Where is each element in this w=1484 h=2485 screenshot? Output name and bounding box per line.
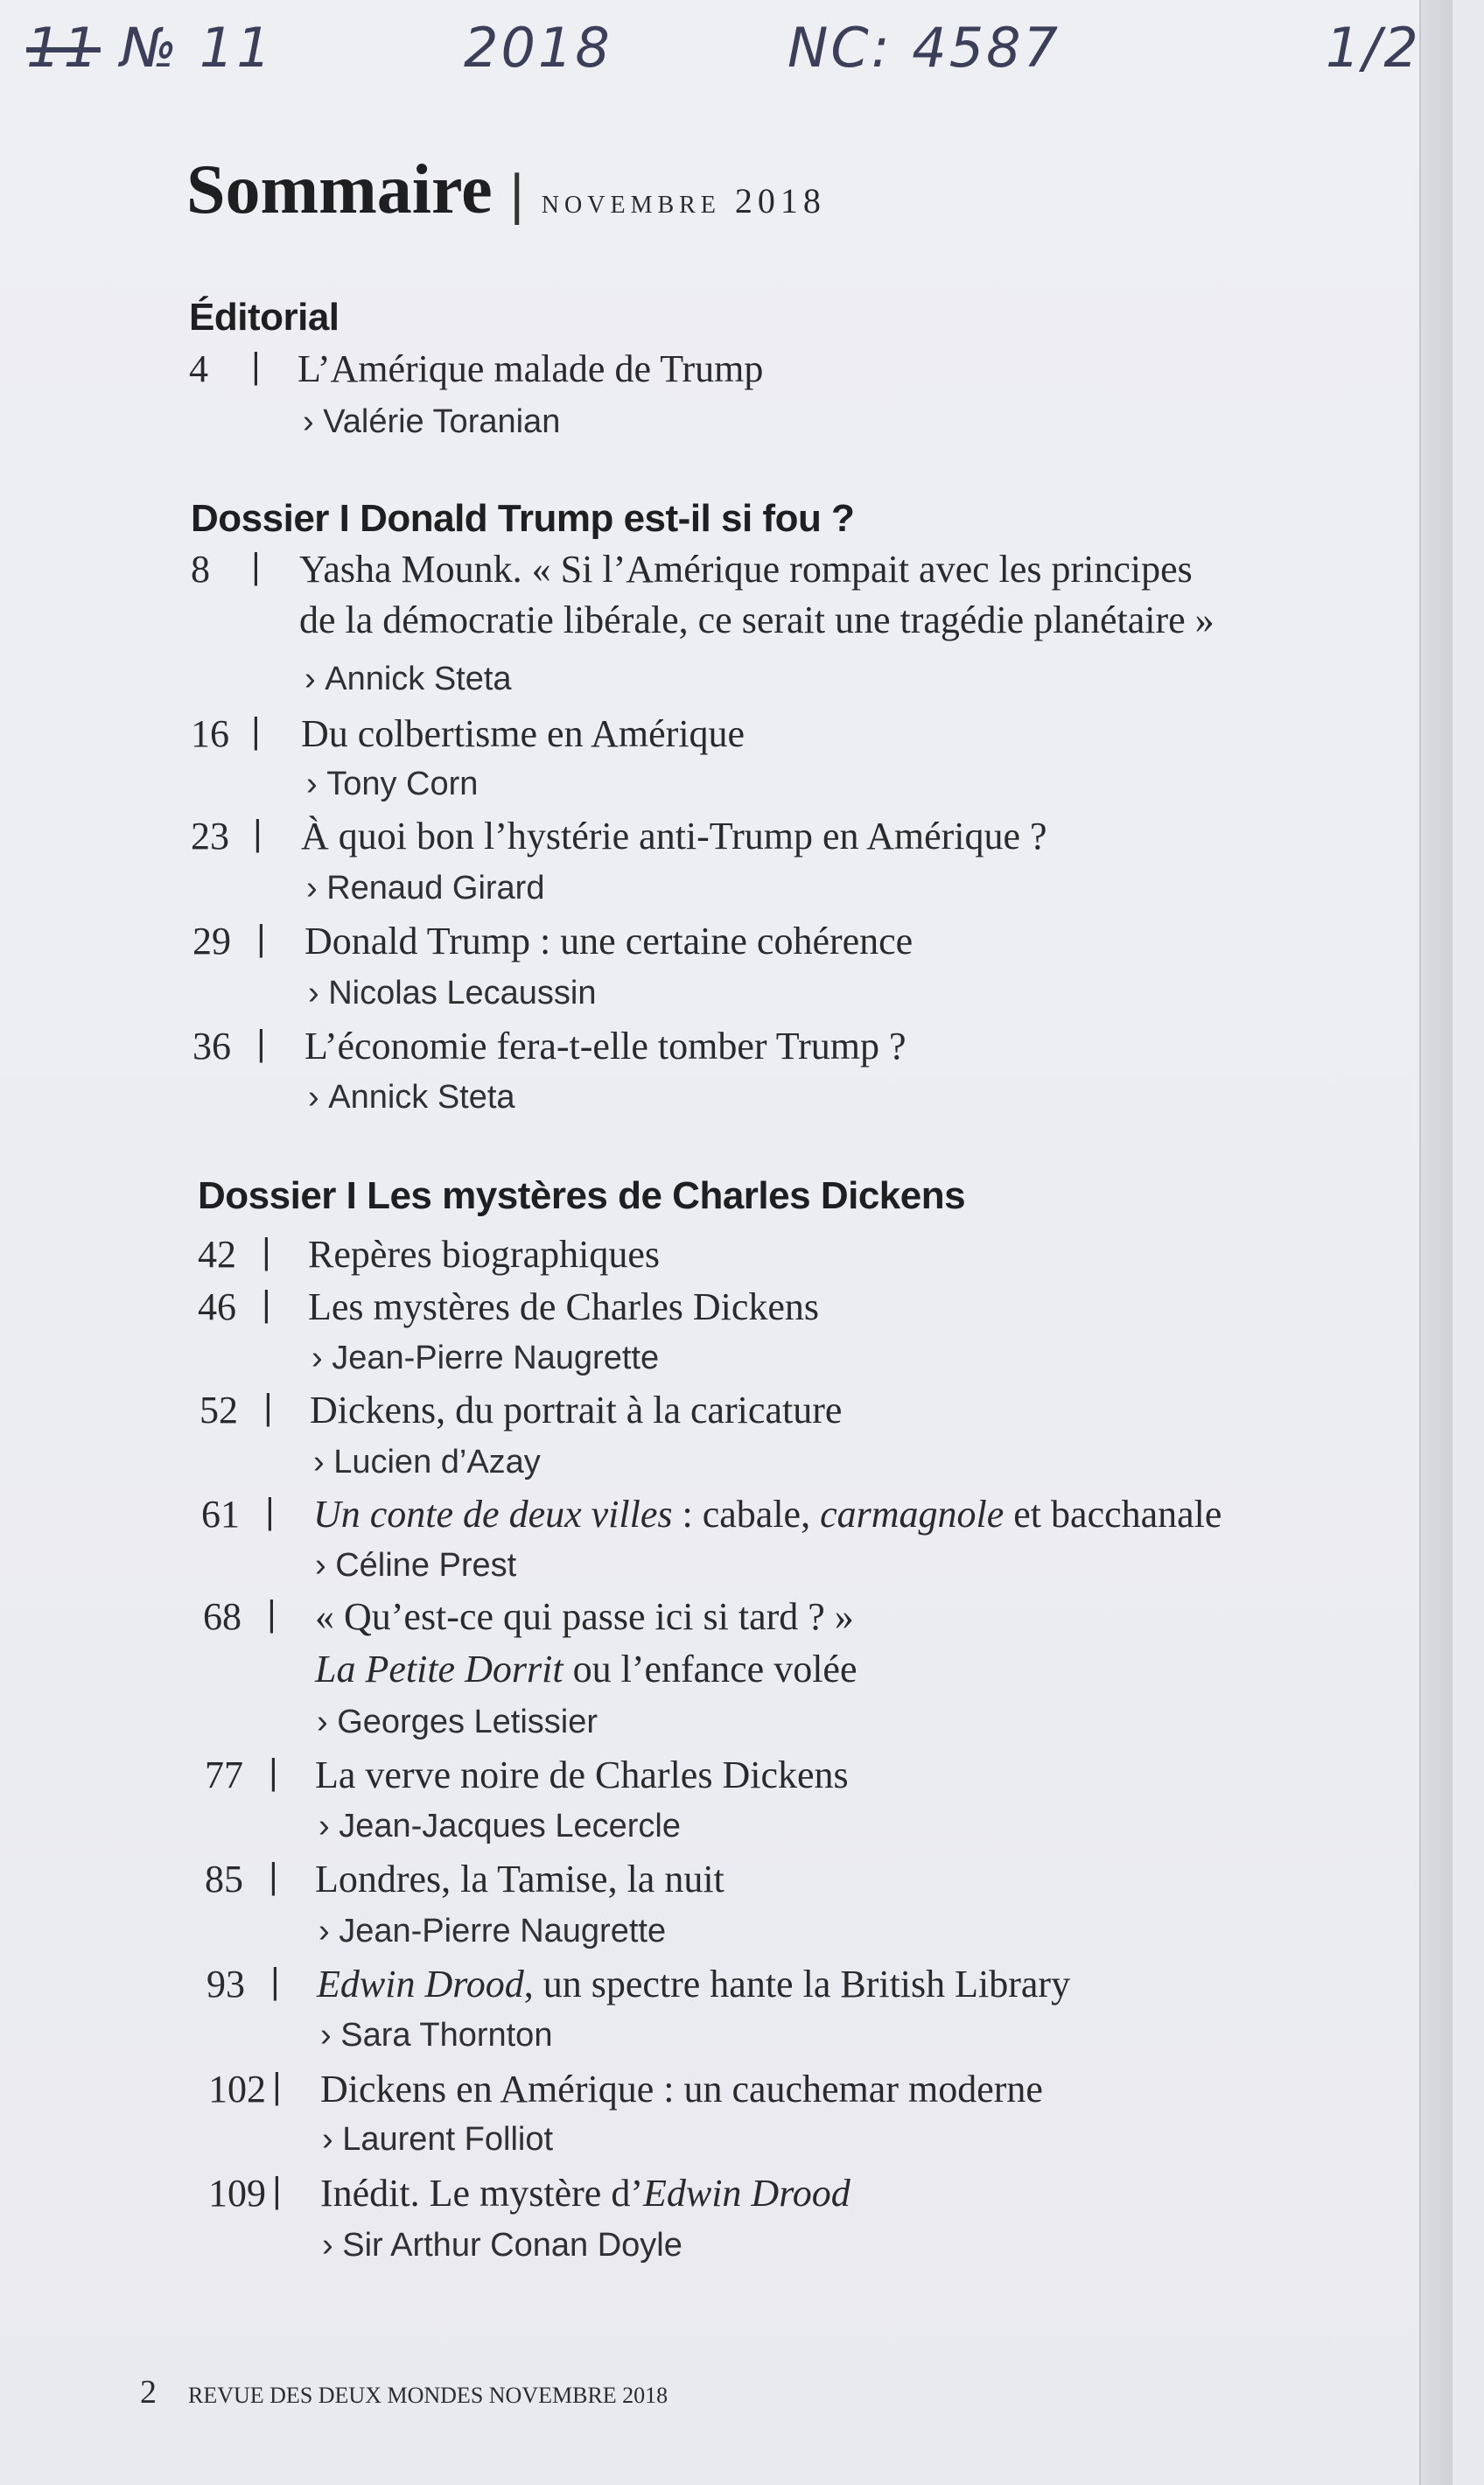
separator: | bbox=[268, 1753, 279, 1791]
page-number: 68 bbox=[203, 1595, 242, 1638]
page-number: 77 bbox=[205, 1754, 243, 1796]
page-number: 61 bbox=[201, 1493, 240, 1536]
article-title: Les mystères de Charles Dickens bbox=[308, 1285, 820, 1328]
footer-page-number: 2 bbox=[140, 2374, 157, 2411]
article-title-italic: Edwin Drood bbox=[317, 1963, 524, 2006]
article-title-mid: : cabale, bbox=[672, 1493, 821, 1536]
handwritten-issue-number: 11 № 11 bbox=[26, 16, 274, 80]
article-title-rest: , un spectre hante la British Library bbox=[523, 1963, 1071, 2006]
separator: | bbox=[250, 547, 262, 585]
article-author: › Georges Letissier bbox=[317, 1704, 598, 1741]
page-number: 52 bbox=[200, 1389, 238, 1432]
page-edge bbox=[1419, 0, 1452, 2485]
article-author: › Sir Arthur Conan Doyle bbox=[322, 2227, 682, 2264]
page-footer bbox=[140, 2373, 668, 2412]
separator: | bbox=[264, 1492, 276, 1530]
title-separator: | bbox=[508, 164, 526, 226]
article-title-italic-2: carmagnole bbox=[820, 1493, 1004, 1536]
separator: | bbox=[256, 1024, 267, 1062]
article-title-end: et bacchanale bbox=[1004, 1493, 1222, 1536]
article-title bbox=[317, 1962, 1070, 2006]
footer-date: NOVEMBRE 2018 bbox=[488, 2383, 668, 2408]
article-title: La verve noire de Charles Dickens bbox=[315, 1754, 849, 1796]
article-author: › Jean-Jacques Lecercle bbox=[318, 1808, 681, 1845]
page-number: 8 bbox=[191, 548, 210, 591]
article-title-italic: La Petite Dorrit bbox=[315, 1648, 564, 1690]
article-author: › Sara Thornton bbox=[320, 2017, 552, 2054]
section-heading-dickens: Dossier I Les mystères de Charles Dickens bbox=[198, 1174, 966, 1217]
article-title-continued bbox=[315, 1647, 858, 1691]
page-number: 93 bbox=[206, 1963, 245, 2006]
article-author: › Annick Steta bbox=[308, 1079, 515, 1116]
page-number: 23 bbox=[191, 815, 229, 858]
article-title: L’économie fera-t-elle tomber Trump ? bbox=[304, 1025, 906, 1068]
separator: | bbox=[256, 919, 267, 957]
article-author: › Laurent Folliot bbox=[322, 2121, 553, 2159]
section-heading-trump: Dossier I Donald Trump est-il si fou ? bbox=[191, 497, 855, 540]
article-title bbox=[320, 2171, 850, 2216]
page-number: 85 bbox=[205, 1858, 243, 1900]
article-author: › Valérie Toranian bbox=[303, 403, 560, 441]
handwritten-part: 1/2 bbox=[1326, 16, 1421, 80]
article-title: Londres, la Tamise, la nuit bbox=[315, 1858, 724, 1900]
page-number: 29 bbox=[192, 920, 231, 962]
issue-date: novembre 2018 bbox=[541, 181, 826, 220]
separator: | bbox=[271, 2067, 283, 2105]
separator: | bbox=[252, 814, 263, 852]
article-author: › Céline Prest bbox=[315, 1547, 516, 1585]
article-author: › Renaud Girard bbox=[306, 870, 544, 907]
article-author: › Jean-Pierre Naugrette bbox=[318, 1913, 666, 1950]
separator: | bbox=[271, 2171, 283, 2209]
separator: | bbox=[268, 1857, 279, 1895]
separator: | bbox=[250, 711, 262, 750]
separator: | bbox=[250, 346, 262, 385]
article-title: À quoi bon l’hystérie anti-Trump en Amérique ? bbox=[301, 815, 1047, 858]
separator: | bbox=[266, 1594, 277, 1633]
article-title-rest: ou l’enfance volée bbox=[563, 1648, 858, 1690]
handwritten-year: 2018 bbox=[464, 16, 612, 80]
page-number: 102 bbox=[208, 2068, 266, 2110]
article-title-italic: Edwin Drood bbox=[642, 2172, 850, 2215]
article-title: Repères biographiques bbox=[308, 1233, 660, 1276]
article-title bbox=[313, 1492, 1222, 1536]
separator: | bbox=[261, 1232, 272, 1270]
article-author: › Nicolas Lecaussin bbox=[308, 975, 596, 1012]
page-number: 46 bbox=[198, 1285, 236, 1328]
article-title: L’Amérique malade de Trump bbox=[298, 347, 764, 390]
page-title bbox=[186, 150, 826, 230]
article-title: « Qu’est-ce qui passe ici si tard ? » bbox=[315, 1595, 854, 1638]
handwritten-catalog-number: NC: 4587 bbox=[788, 16, 1061, 80]
article-title: Donald Trump : une certaine cohérence bbox=[304, 920, 914, 962]
article-title-continued: de la démocratie libérale, ce serait une tragédie planétaire » bbox=[299, 598, 1214, 641]
section-heading-editorial: Éditorial bbox=[189, 296, 340, 339]
page-number: 42 bbox=[198, 1233, 236, 1276]
separator: | bbox=[262, 1388, 274, 1426]
separator: | bbox=[261, 1284, 272, 1323]
article-title: Yasha Mounk. « Si l’Amérique rompait avec les principes bbox=[299, 548, 1193, 591]
page-number: 36 bbox=[192, 1025, 231, 1068]
article-title: Du colbertisme en Amérique bbox=[301, 712, 746, 755]
article-author: › Tony Corn bbox=[306, 766, 478, 803]
article-author: › Annick Steta bbox=[304, 661, 512, 698]
separator: | bbox=[270, 1962, 281, 2000]
page-number: 16 bbox=[191, 712, 229, 755]
page-number: 109 bbox=[208, 2172, 266, 2215]
page-number: 4 bbox=[189, 347, 208, 390]
article-title: Dickens en Amérique : un cauchemar moderne bbox=[320, 2068, 1043, 2110]
title-text: Sommaire bbox=[186, 151, 493, 228]
article-title-italic: Un conte de deux villes bbox=[313, 1493, 673, 1536]
article-author: › Jean-Pierre Naugrette bbox=[312, 1340, 659, 1377]
article-title-start: Inédit. Le mystère d’ bbox=[320, 2172, 643, 2215]
footer-publication: REVUE DES DEUX MONDES bbox=[188, 2383, 484, 2408]
article-title: Dickens, du portrait à la caricature bbox=[310, 1389, 843, 1432]
article-author: › Lucien d’Azay bbox=[313, 1444, 541, 1481]
